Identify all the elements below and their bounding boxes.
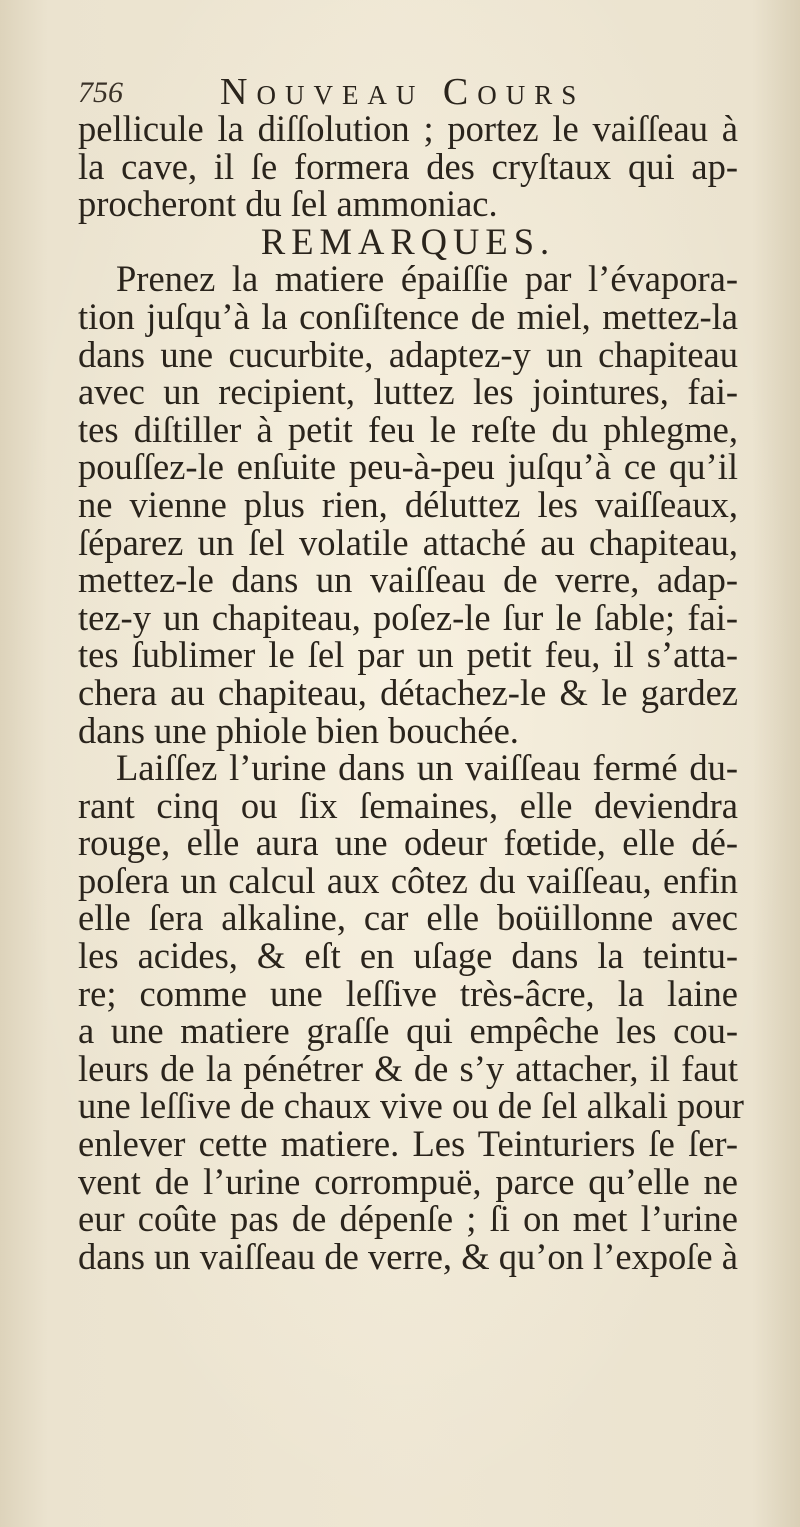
text-line: ſéparez un ſel volatile attaché au chapiteau,: [78, 521, 738, 563]
text-line: les acides, & eſt en uſage dans la teintu-: [78, 935, 738, 977]
text-line: Laiſſez l’urine dans un vaiſſeau fermé du-: [116, 747, 738, 789]
text-line: vent de l’urine corrompuë, parce qu’elle ne: [78, 1160, 738, 1202]
text-line: une leſſive de chaux vive ou de ſel alkali pour: [78, 1085, 744, 1127]
text-line: rant cinq ou ſix ſemaines, elle deviendra: [78, 784, 738, 826]
text-line: leurs de la pénétrer & de s’y attacher, il faut: [78, 1047, 738, 1089]
text-line: avec un recipient, luttez les jointures, fai-: [78, 371, 738, 413]
text-line: procheront du ſel ammoniac.: [78, 183, 498, 225]
text-line: chera au chapiteau, détachez-le & le gardez: [78, 671, 738, 713]
text-line: pouſſez-le enſuite peu-à-peu juſqu’à ce qu’il: [78, 446, 738, 488]
body-text: [78, 108, 744, 1277]
text-line: tes diſtiller à petit feu le reſte du phlegme,: [78, 408, 738, 450]
text-line: elle ſera alkaline, car elle boüillonne avec: [78, 897, 738, 939]
text-line: dans un vaiſſeau de verre, & qu’on l’expoſe à: [78, 1235, 738, 1277]
text-line: poſera un calcul aux côtez du vaiſſeau, enfin: [78, 859, 738, 901]
text-line: enlever cette matiere. Les Teinturiers ſe ſer-: [78, 1123, 738, 1165]
text-line: mettez-le dans un vaiſſeau de verre, adap-: [78, 559, 738, 601]
text-line: dans une phiole bien bouchée.: [78, 709, 519, 751]
text-line: Prenez la matiere épaiſſie par l’évapora-: [116, 258, 738, 300]
page-number: 756: [78, 76, 123, 109]
text-line: eur coûte pas de dépenſe ; ſi on met l’urine: [78, 1198, 738, 1240]
text-line: tes ſublimer le ſel par un petit feu, il s’atta-: [78, 634, 738, 676]
running-head: Nouveau Cours: [220, 71, 586, 113]
text-line: rouge, elle aura une odeur fœtide, elle dé-: [78, 822, 738, 864]
text-line: dans une cucurbite, adaptez-y un chapiteau: [78, 333, 738, 375]
text-line: la cave, il ſe formera des cryſtaux qui ap-: [78, 145, 738, 187]
text-line: pellicule la diſſolution ; portez le vaiſſeau à: [78, 108, 738, 149]
text-line: ne vienne plus rien, déluttez les vaiſſeaux,: [78, 483, 738, 525]
section-heading: REMARQUES.: [260, 220, 556, 262]
text-line: a une matiere graſſe qui empêche les cou-: [78, 1010, 738, 1052]
text-line: tion juſqu’à la conſiſtence de miel, mettez-la: [78, 295, 738, 337]
text-line: tez-y un chapiteau, poſez-le ſur le ſable; fai-: [78, 596, 738, 638]
text-line: re; comme une leſſive très-âcre, la laine: [78, 972, 738, 1014]
